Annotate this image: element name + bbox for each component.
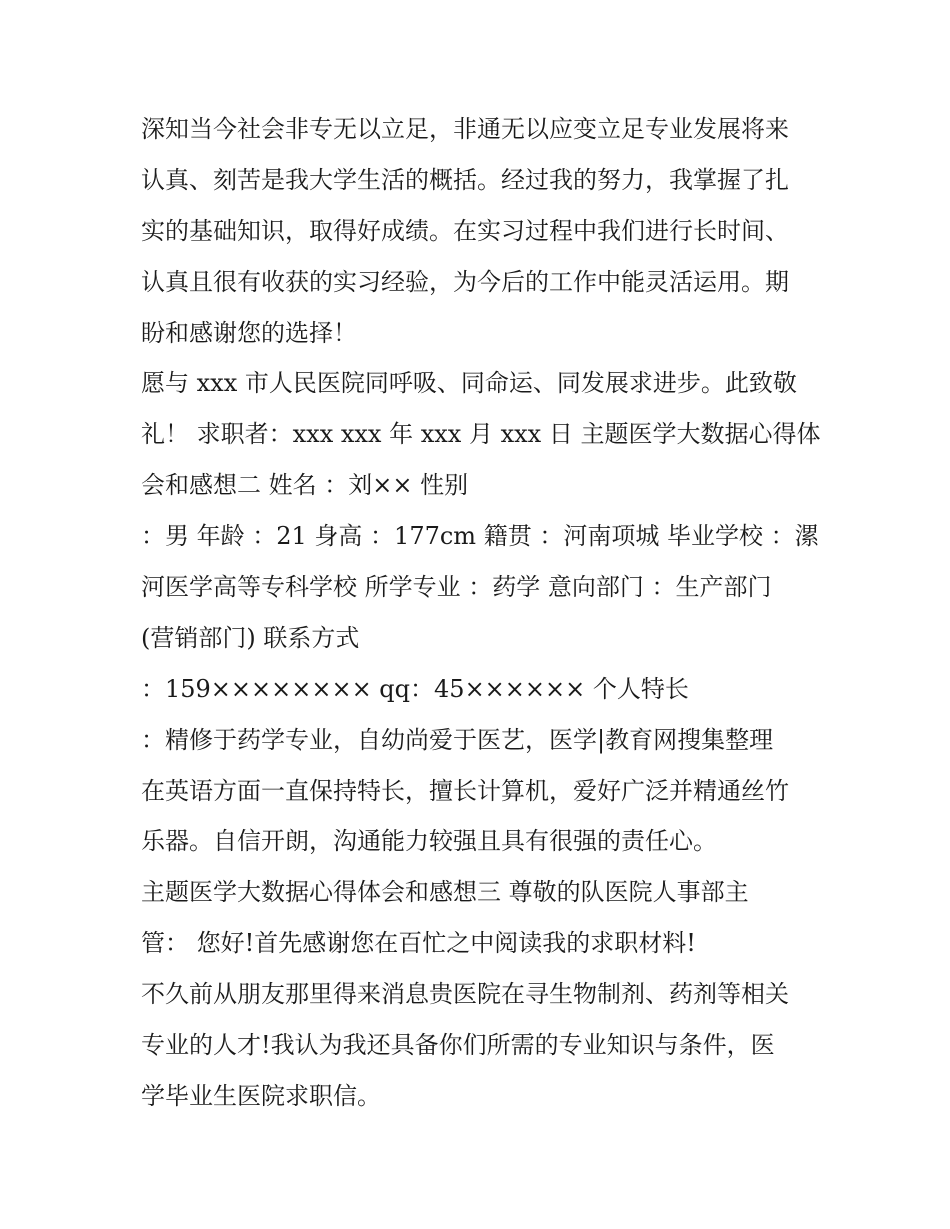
- text-line-8: 会和感想二 姓名 ：刘×× 性别: [141, 471, 469, 500]
- text-line-7: 礼！ 求职者：xxx xxx 年 xxx 月 xxx 日 主题医学大数据心得体: [141, 420, 821, 449]
- text-line-20: 学毕业生医院求职信。: [141, 1081, 381, 1110]
- text-line-18: 不久前从朋友那里得来消息贵医院在寻生物制剂、药剂等相关: [141, 980, 789, 1009]
- text-line-6: 愿与 xxx 市人民医院同呼吸、同命运、同发展求进步。此致敬: [141, 369, 797, 398]
- text-line-2: 认真、刻苦是我大学生活的概括。经过我的努力，我掌握了扎: [141, 165, 789, 194]
- text-line-11: (营销部门) 联系方式: [141, 623, 360, 652]
- body-text: [141, 104, 841, 1122]
- text-line-13: ：精修于药学专业，自幼尚爱于医艺，医学|教育网搜集整理: [141, 725, 774, 754]
- text-line-4: 认真且很有收获的实习经验，为今后的工作中能灵活运用。期: [141, 267, 789, 296]
- text-line-3: 实的基础知识，取得好成绩。在实习过程中我们进行长时间、: [141, 216, 789, 245]
- text-line-14: 在英语方面一直保持特长，擅长计算机，爱好广泛并精通丝竹: [141, 776, 789, 805]
- text-line-1: 深知当今社会非专无以立足，非通无以应变立足专业发展将来: [141, 115, 789, 143]
- text-line-17: 管： 您好!首先感谢您在百忙之中阅读我的求职材料!: [141, 929, 696, 958]
- text-line-10: 河医学高等专科学校 所学专业 ：药学 意向部门 ：生产部门: [141, 573, 772, 602]
- text-line-5: 盼和感谢您的选择！: [141, 318, 357, 347]
- text-line-9: ：男 年龄 ：21 身高 ：177cm 籍贯 ：河南项城 毕业学校 ：漯: [141, 522, 819, 551]
- text-line-16: 主题医学大数据心得体会和感想三 尊敬的队医院人事部主: [141, 878, 749, 907]
- text-line-12: ：159×××××××× qq：45×××××× 个人特长: [141, 674, 689, 703]
- text-line-19: 专业的人才!我认为我还具备你们所需的专业知识与条件，医: [141, 1031, 775, 1060]
- text-line-15: 乐器。自信开朗，沟通能力较强且具有很强的责任心。: [141, 827, 717, 856]
